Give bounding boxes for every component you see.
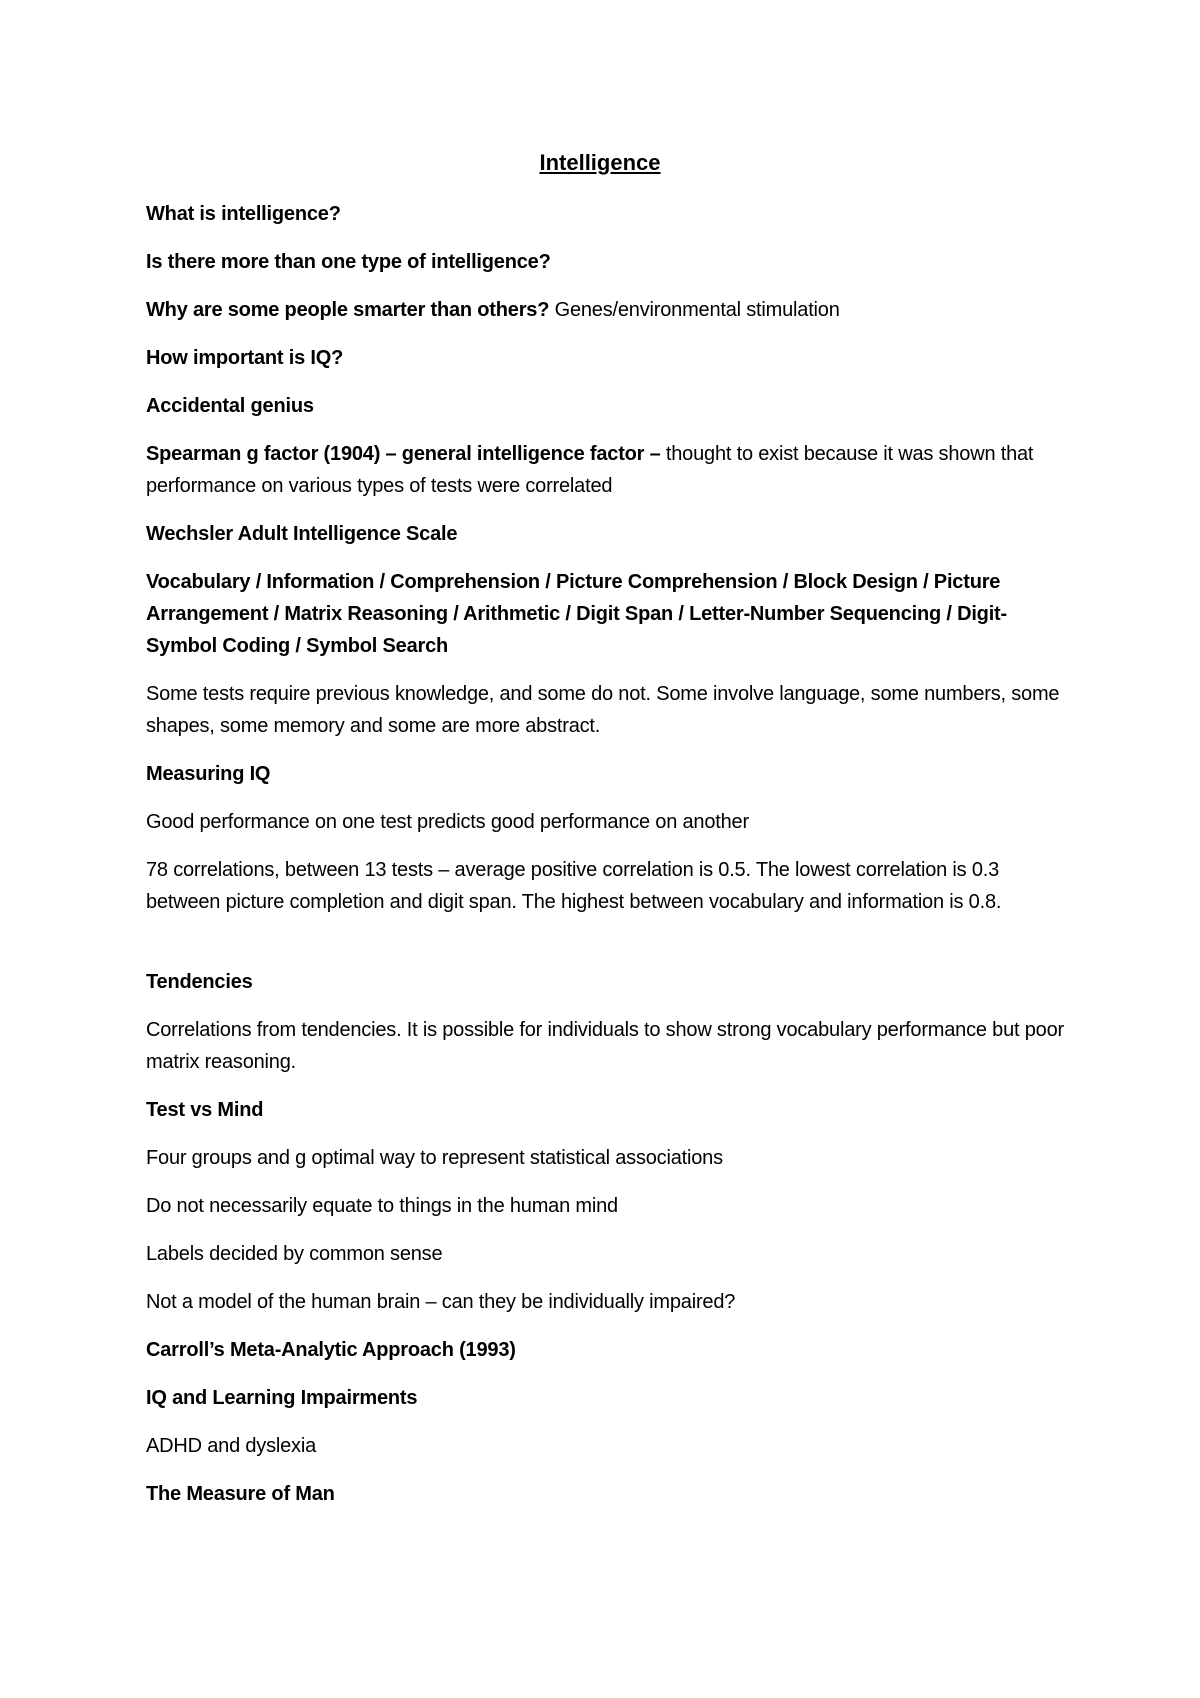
tendencies-paragraph: Correlations from tendencies. It is possible for individuals to show strong vocabulary performance but poor matrix reasoning. (146, 1019, 1064, 1073)
heading-test-vs-mind: Test vs Mind (146, 1099, 264, 1121)
spearman-paragraph (146, 438, 1066, 502)
not-equate-line: Do not necessarily equate to things in the human mind (146, 1195, 618, 1217)
spearman-text: thought to exist because it was shown that performance on various types of tests were correlated (146, 443, 1034, 497)
four-groups-line: Four groups and g optimal way to represent statistical associations (146, 1147, 723, 1169)
not-model-line: Not a model of the human brain – can they be individually impaired? (146, 1291, 736, 1313)
answer-genes-environment: Genes/environmental stimulation (549, 299, 840, 321)
wechsler-subtests: Vocabulary / Information / Comprehension / Picture Comprehension / Block Design / Picture Arrangement / Matrix Reasoning / Arithmetic / Digit Span / Letter-Number Sequencing / Digit-Symbol Coding / Symbol Search (146, 571, 1007, 657)
tests-note-paragraph: Some tests require previous knowledge, and some do not. Some involve language, some numbers, some shapes, some memory and some are more abstract. (146, 683, 1060, 737)
question-types-of-intelligence: Is there more than one type of intelligence? (146, 251, 551, 273)
good-performance-line: Good performance on one test predicts good performance on another (146, 811, 749, 833)
question-smarter-line (146, 294, 1066, 326)
labels-line: Labels decided by common sense (146, 1243, 443, 1265)
question-smarter: Why are some people smarter than others? (146, 299, 550, 321)
document-title: Intelligence (539, 150, 661, 175)
spearman-heading: Spearman g factor (1904) – general intelligence factor – (146, 443, 661, 465)
question-iq-importance: How important is IQ? (146, 347, 344, 369)
heading-iq-learning-impairments: IQ and Learning Impairments (146, 1387, 418, 1409)
heading-measure-of-man: The Measure of Man (146, 1483, 335, 1505)
heading-measuring-iq: Measuring IQ (146, 763, 271, 785)
adhd-dyslexia-line: ADHD and dyslexia (146, 1435, 317, 1457)
heading-accidental-genius: Accidental genius (146, 395, 314, 417)
question-what-is-intelligence: What is intelligence? (146, 203, 341, 225)
heading-tendencies: Tendencies (146, 971, 253, 993)
heading-wechsler: Wechsler Adult Intelligence Scale (146, 523, 458, 545)
heading-carroll: Carroll’s Meta-Analytic Approach (1993) (146, 1339, 516, 1361)
correlations-paragraph: 78 correlations, between 13 tests – average positive correlation is 0.5. The lowest correlation is 0.3 between picture completion and digit span. The highest between vocabulary and information is 0.8. (146, 859, 1002, 913)
